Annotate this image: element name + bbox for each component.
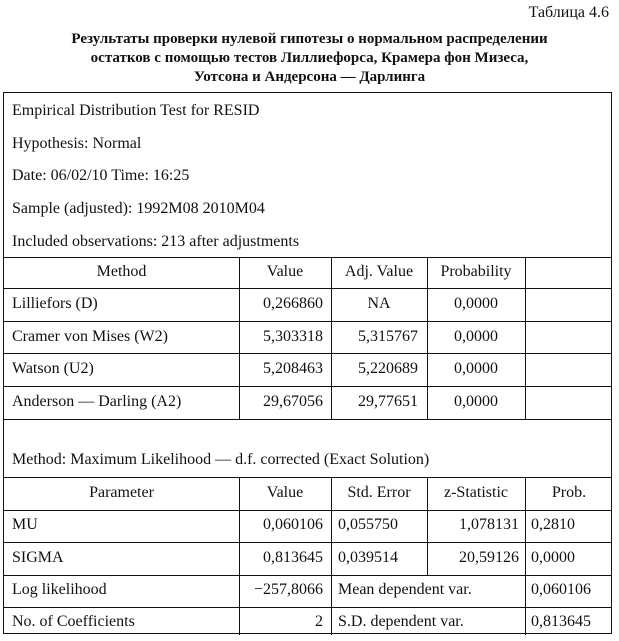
col-sep (525, 257, 526, 419)
header-date: Date: 06/02/10 Time: 16:25 (12, 167, 190, 184)
test-value: 0,266860 (263, 295, 323, 312)
header-test-title: Empirical Distribution Test for RESID (12, 102, 260, 119)
test-probability: 0,0000 (454, 295, 498, 312)
title-line-1: Результаты проверки нулевой гипотезы о нормальном распределении (71, 31, 548, 47)
results-table (3, 92, 612, 634)
col-header-parameter: Parameter (89, 484, 154, 501)
header-sample: Sample (adjusted): 1992M08 2010M04 (12, 200, 265, 217)
test-adj-value: 5,220689 (358, 360, 418, 377)
table-number: Таблица 4.6 (528, 4, 609, 21)
test-probability: 0,0000 (454, 328, 498, 345)
test-value: 29,67056 (263, 393, 323, 410)
stat-label: S.D. dependent var. (338, 613, 464, 630)
param-prob: 0,2810 (531, 516, 575, 533)
col-header-value: Value (266, 263, 304, 280)
param-name: SIGMA (12, 549, 64, 566)
test-method: Lilliefors (D) (12, 295, 98, 312)
header-hypothesis: Hypothesis: Normal (12, 135, 142, 152)
table-title (0, 30, 619, 87)
divider (4, 477, 611, 478)
stat-value: −257,8066 (253, 581, 323, 598)
col-header-z-statistic: z-Statistic (444, 484, 508, 501)
test-method: Cramer von Mises (W2) (12, 328, 168, 345)
divider (4, 419, 611, 420)
test-value: 5,208463 (263, 360, 323, 377)
title-line-2: остатков с помощью тестов Лиллиефорса, Крамера фон Мизеса, (90, 50, 529, 66)
divider (4, 288, 611, 289)
test-probability: 0,0000 (454, 360, 498, 377)
param-std-error: 0,055750 (338, 516, 398, 533)
stat-label: Log likelihood (12, 581, 107, 598)
param-value: 0,813645 (263, 549, 323, 566)
col-header-prob: Prob. (551, 484, 587, 501)
col-header-method: Method (96, 263, 147, 280)
col-header-probability: Probability (440, 263, 512, 280)
param-std-error: 0,039514 (338, 549, 398, 566)
divider (4, 257, 611, 258)
stat-value: 0,813645 (531, 613, 591, 630)
divider (4, 510, 611, 511)
stat-value: 2 (315, 613, 323, 630)
divider (4, 321, 611, 322)
divider (4, 353, 611, 354)
param-name: MU (12, 516, 38, 533)
stat-label: No. of Coefficients (12, 613, 135, 630)
test-adj-value: 5,315767 (358, 328, 418, 345)
param-prob: 0,0000 (531, 549, 575, 566)
param-value: 0,060106 (263, 516, 323, 533)
divider (4, 542, 611, 543)
divider (4, 386, 611, 387)
param-z-statistic: 20,59126 (459, 549, 519, 566)
param-z-statistic: 1,078131 (459, 516, 519, 533)
col-header-std-error: Std. Error (347, 484, 411, 501)
test-method: Watson (U2) (12, 360, 94, 377)
ml-method: Method: Maximum Likelihood — d.f. corrected (Exact Solution) (12, 451, 430, 468)
divider (4, 607, 611, 608)
test-probability: 0,0000 (454, 393, 498, 410)
stat-label: Mean dependent var. (338, 581, 472, 598)
test-value: 5,303318 (263, 328, 323, 345)
col-header-adj-value: Adj. Value (344, 263, 414, 280)
stat-value: 0,060106 (531, 581, 591, 598)
test-adj-value: NA (367, 295, 391, 312)
test-adj-value: 29,77651 (358, 393, 418, 410)
test-method: Anderson — Darling (A2) (12, 393, 182, 410)
divider (4, 575, 611, 576)
col-header-value: Value (266, 484, 304, 501)
header-observations: Included observations: 213 after adjustments (12, 233, 300, 250)
title-line-3: Уотсона и Андерсона — Дарлинга (193, 69, 426, 85)
